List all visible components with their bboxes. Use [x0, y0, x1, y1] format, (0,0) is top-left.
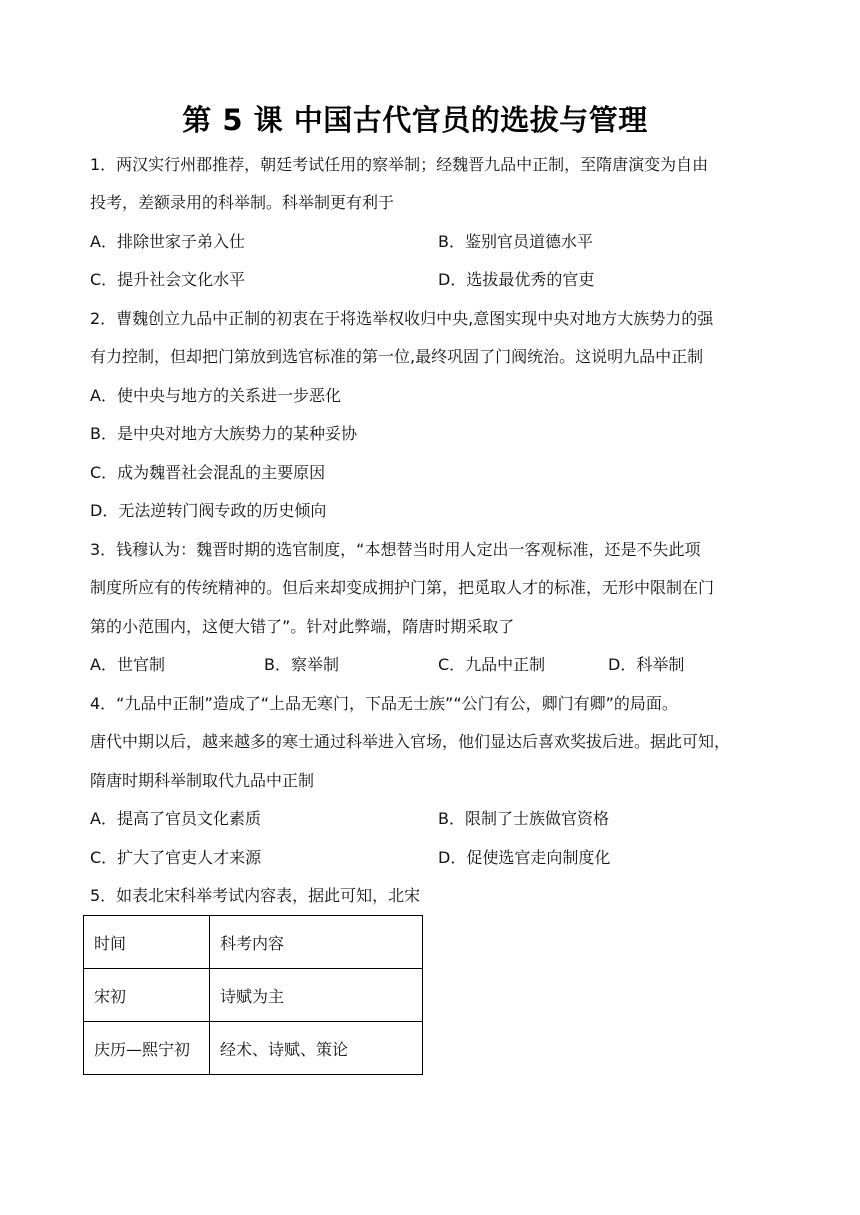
question-3-line-1: 3．钱穆认为：魏晋时期的选官制度，“本想替当时用人定出一客观标准，还是不失此项 — [90, 540, 701, 559]
question-4-option-a: A．提高了官员文化素质 — [90, 809, 261, 828]
question-4-option-b: B．限制了士族做官资格 — [438, 809, 609, 828]
question-2-option-a: A．使中央与地方的关系进一步恶化 — [90, 386, 341, 405]
question-1-option-a: A．排除世家子弟入仕 — [90, 232, 245, 251]
question-5-line-1: 5．如表北宋科举考试内容表，据此可知，北宋 — [90, 886, 421, 905]
question-2-option-b: B．是中央对地方大族势力的某种妥协 — [90, 424, 357, 443]
question-1-option-b: B．鉴别官员道德水平 — [438, 232, 593, 251]
question-4-line-3: 隋唐时期科举制取代九品中正制 — [90, 771, 315, 790]
exam-content-table — [83, 915, 423, 1075]
question-1-option-c: C．提升社会文化水平 — [90, 270, 246, 289]
table-cell: 时间 — [84, 916, 210, 969]
question-4-option-d: D．促使选官走向制度化 — [438, 848, 611, 867]
question-3-line-2: 制度所应有的传统精神的。但后来却变成拥护门第，把觅取人才的标准，无形中限制在门 — [90, 578, 715, 597]
question-4-option-c: C．扩大了官吏人才来源 — [90, 848, 262, 867]
question-2-line-2: 有力控制，但却把门第放到选官标准的第一位,最终巩固了门阀统治。这说明九品中正制 — [90, 347, 704, 366]
table-cell: 庆历—熙宁初 — [84, 1022, 210, 1075]
table-cell: 诗赋为主 — [210, 969, 423, 1022]
page-title: 第 5 课 中国古代官员的选拔与管理 — [182, 103, 648, 137]
question-4-line-1: 4．“九品中正制”造成了“上品无寒门，下品无士族”“公门有公，卿门有卿”的局面。 — [90, 694, 678, 713]
question-3-option-a: A．世官制 — [90, 655, 165, 674]
question-4-line-2: 唐代中期以后，越来越多的寒士通过科举进入官场，他们显达后喜欢奖拔后进。据此可知， — [90, 732, 731, 751]
question-3-line-3: 第的小范围内，这便大错了”。针对此弊端，隋唐时期采取了 — [90, 617, 515, 636]
table-cell: 经术、诗赋、策论 — [210, 1022, 423, 1075]
question-3-option-c: C．九品中正制 — [438, 655, 546, 674]
table-row — [84, 916, 423, 969]
table-row — [84, 1022, 423, 1075]
question-1-line-2: 投考，差额录用的科举制。科举制更有利于 — [90, 193, 395, 212]
question-1-line-1: 1．两汉实行州郡推荐，朝廷考试任用的察举制；经魏晋九品中正制，至隋唐演变为自由 — [90, 155, 709, 174]
table-row — [84, 969, 423, 1022]
question-2-option-c: C．成为魏晋社会混乱的主要原因 — [90, 463, 326, 482]
question-2-option-d: D．无法逆转门阀专政的历史倾向 — [90, 501, 327, 520]
question-3-option-d: D．科举制 — [608, 655, 685, 674]
question-3-option-b: B．察举制 — [264, 655, 339, 674]
question-2-line-1: 2．曹魏创立九品中正制的初衷在于将选举权收归中央,意图实现中央对地方大族势力的强 — [90, 309, 714, 328]
table-cell: 科考内容 — [210, 916, 423, 969]
table-cell: 宋初 — [84, 969, 210, 1022]
question-1-option-d: D．选拔最优秀的官吏 — [438, 270, 595, 289]
